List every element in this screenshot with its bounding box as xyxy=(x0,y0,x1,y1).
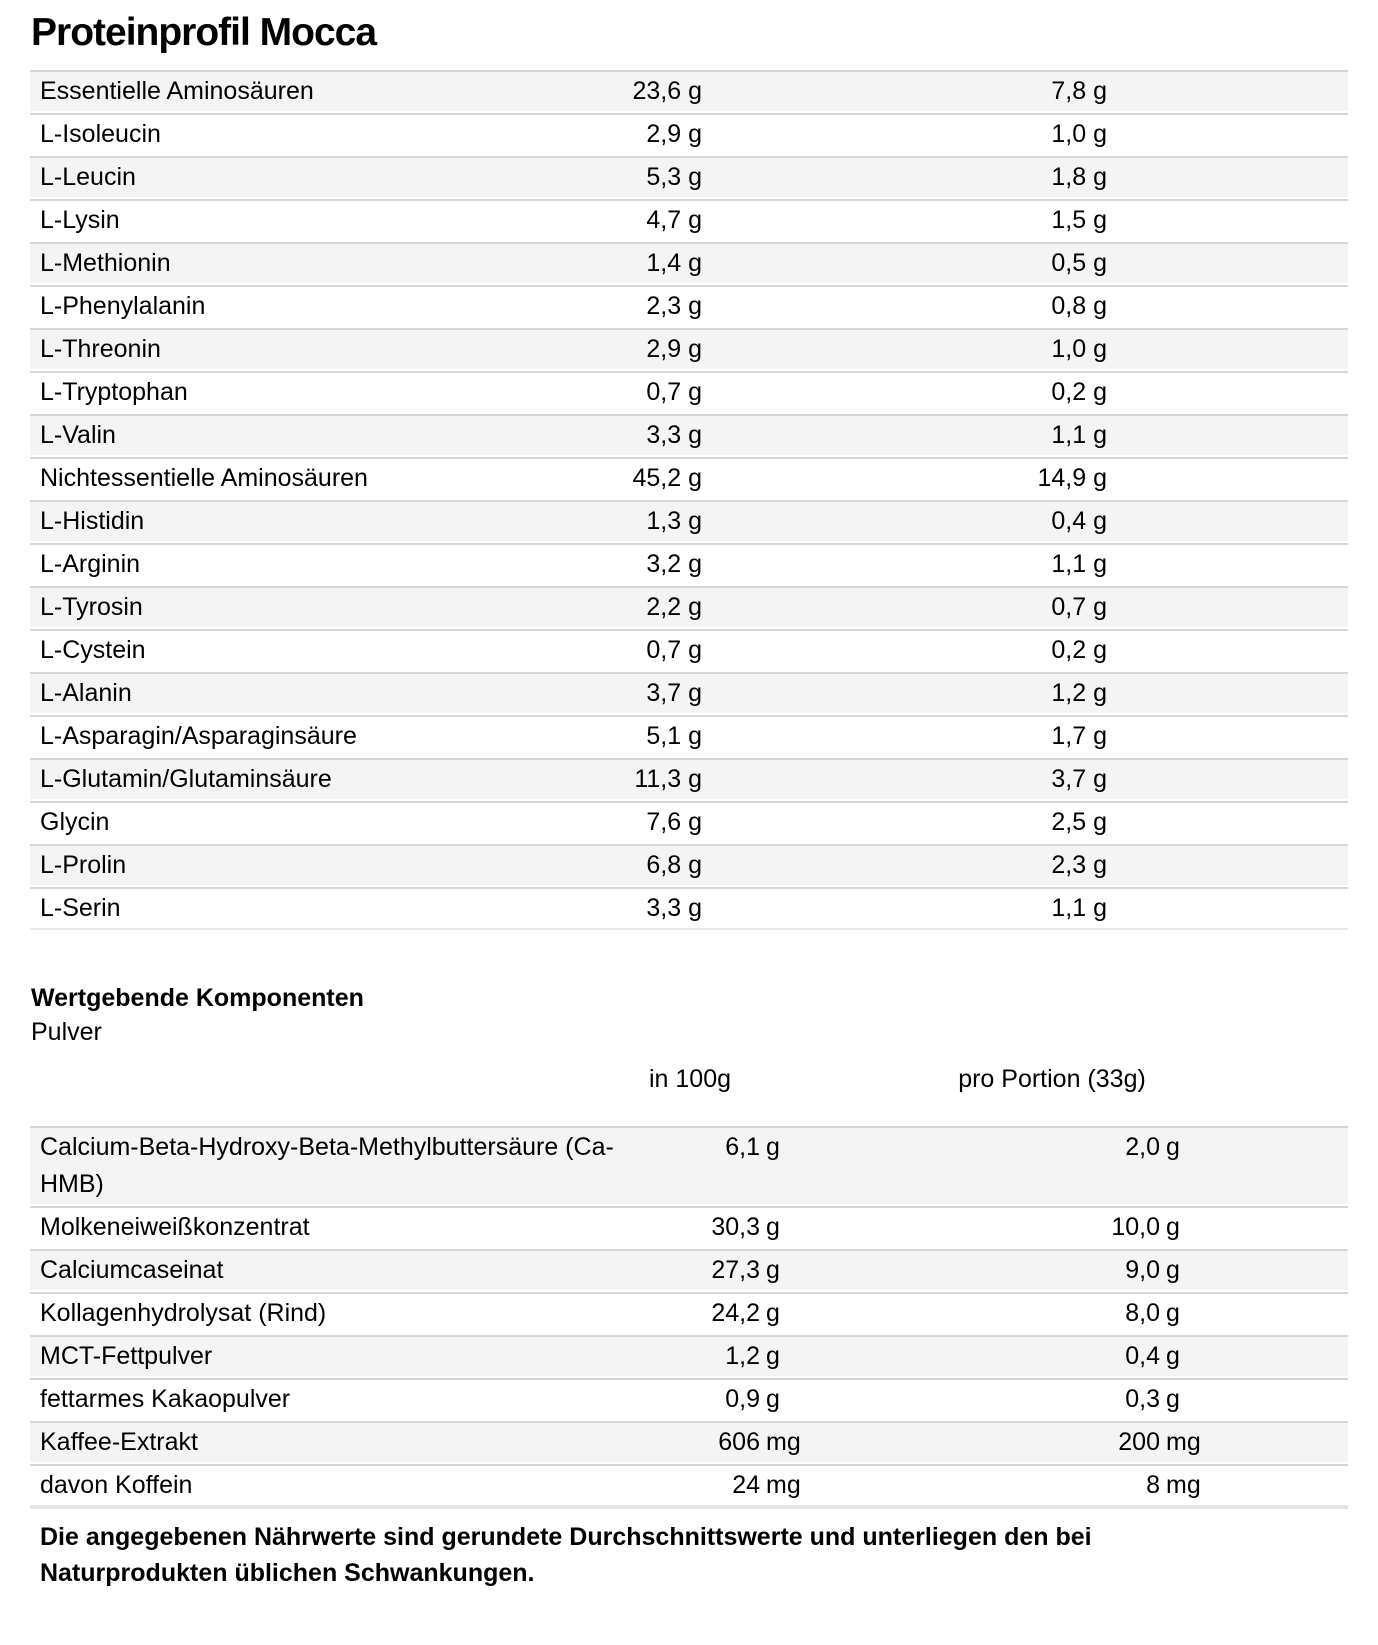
row-unit-per-portion: g xyxy=(1166,1133,1180,1161)
row-unit-per-100g: g xyxy=(766,1256,780,1284)
row-value-per-portion: 1,1 g xyxy=(1051,421,1107,449)
row-label: L-Prolin xyxy=(40,851,127,879)
table-row xyxy=(30,887,1348,928)
row-spacer xyxy=(1210,1208,1348,1210)
table-row xyxy=(30,715,1348,756)
row-spacer xyxy=(1107,373,1348,375)
row-spacer xyxy=(1210,1337,1348,1339)
row-spacer xyxy=(1107,459,1348,461)
row-value-per-portion: 14,9 g xyxy=(1037,464,1107,492)
row-unit-per-100g: g xyxy=(766,1299,780,1327)
row-value-per-100g: 2,9 g xyxy=(646,120,702,148)
row-label: Kaffee-Extrakt xyxy=(40,1428,198,1456)
row-value-per-100g: 2,3 g xyxy=(646,292,702,320)
table-row xyxy=(30,543,1348,584)
row-unit-per-100g: mg xyxy=(766,1471,801,1499)
row-spacer xyxy=(1107,674,1348,676)
table-row xyxy=(30,1335,1348,1376)
row-value-per-100g: 24 xyxy=(732,1471,760,1499)
column-header-per-portion: pro Portion (33g) xyxy=(958,1065,1146,1093)
row-value-per-100g: 1,3 g xyxy=(646,507,702,535)
row-value-per-100g: 45,2 g xyxy=(632,464,702,492)
table-row xyxy=(30,156,1348,197)
table-row xyxy=(30,629,1348,670)
row-unit-per-100g: mg xyxy=(766,1428,801,1456)
row-spacer xyxy=(1107,287,1348,289)
amino-acid-table xyxy=(30,70,1348,930)
table-row xyxy=(30,199,1348,240)
row-label: L-Lysin xyxy=(40,206,120,234)
row-value-per-portion: 3,7 g xyxy=(1051,765,1107,793)
row-spacer xyxy=(1107,717,1348,719)
table-row xyxy=(30,1378,1348,1419)
row-value-per-100g: 0,7 g xyxy=(646,378,702,406)
row-value-per-100g: 23,6 g xyxy=(632,77,702,105)
row-unit-per-portion: g xyxy=(1166,1342,1180,1370)
row-value-per-100g: 1,4 g xyxy=(646,249,702,277)
row-label: L-Methionin xyxy=(40,249,171,277)
row-value-per-portion: 1,7 g xyxy=(1051,722,1107,750)
row-spacer xyxy=(1210,1466,1348,1468)
row-value-per-portion: 8,0 xyxy=(1125,1299,1160,1327)
row-value-per-100g: 11,3 g xyxy=(634,765,702,793)
table-row xyxy=(30,70,1348,111)
row-label: MCT-Fettpulver xyxy=(40,1342,213,1370)
row-value-per-100g: 2,9 g xyxy=(646,335,702,363)
row-value-per-portion: 2,0 xyxy=(1125,1133,1160,1161)
row-spacer xyxy=(1107,588,1348,590)
table-row xyxy=(30,414,1348,455)
table-row xyxy=(30,457,1348,498)
table-row xyxy=(30,672,1348,713)
row-value-per-100g: 3,3 g xyxy=(646,894,702,922)
row-label: L-Tyrosin xyxy=(40,593,143,621)
row-spacer xyxy=(1107,502,1348,504)
row-unit-per-portion: g xyxy=(1166,1213,1180,1241)
nutrition-disclaimer: Die angegebenen Nährwerte sind gerundete Durchschnittswerte und unterliegen den bei Naturprodukten üblichen Schwankungen. xyxy=(40,1523,1092,1587)
table-row xyxy=(30,1464,1348,1505)
table-row xyxy=(30,1292,1348,1333)
components-table xyxy=(30,1126,1348,1509)
table-row xyxy=(30,801,1348,842)
row-value-per-100g: 606 xyxy=(718,1428,760,1456)
table-row xyxy=(30,844,1348,885)
row-spacer xyxy=(1107,416,1348,418)
row-value-per-portion: 1,8 g xyxy=(1051,163,1107,191)
row-spacer xyxy=(1107,244,1348,246)
row-value-per-100g: 2,2 g xyxy=(646,593,702,621)
row-label: L-Tryptophan xyxy=(40,378,188,406)
table-row xyxy=(30,285,1348,326)
row-value-per-portion: 0,2 g xyxy=(1051,378,1107,406)
table-row xyxy=(30,1206,1348,1247)
row-label: Essentielle Aminosäuren xyxy=(40,77,314,105)
table-row xyxy=(30,586,1348,627)
row-spacer xyxy=(1107,803,1348,805)
row-label: Calciumcaseinat xyxy=(40,1256,224,1284)
row-label: L-Alanin xyxy=(40,679,132,707)
row-unit-per-100g: g xyxy=(766,1385,780,1413)
row-value-per-portion: 8 xyxy=(1146,1471,1160,1499)
row-value-per-portion: 7,8 g xyxy=(1051,77,1107,105)
row-spacer xyxy=(1107,846,1348,848)
table-row xyxy=(30,242,1348,283)
column-header-per-100g: in 100g xyxy=(648,1065,732,1093)
table-row xyxy=(30,500,1348,541)
row-value-per-100g: 30,3 xyxy=(711,1213,760,1241)
row-unit-per-portion: mg xyxy=(1166,1428,1201,1456)
table-row xyxy=(30,371,1348,412)
row-label: L-Serin xyxy=(40,894,121,922)
row-value-per-portion: 1,1 g xyxy=(1051,550,1107,578)
row-value-per-portion: 0,4 xyxy=(1125,1342,1160,1370)
table-row xyxy=(30,328,1348,369)
row-value-per-portion: 1,0 g xyxy=(1051,335,1107,363)
row-value-per-100g: 5,1 g xyxy=(646,722,702,750)
row-value-per-portion: 0,3 xyxy=(1125,1385,1160,1413)
row-value-per-100g: 5,3 g xyxy=(646,163,702,191)
row-value-per-portion: 200 xyxy=(1118,1428,1160,1456)
row-spacer xyxy=(1210,1128,1348,1130)
row-unit-per-100g: g xyxy=(766,1342,780,1370)
row-spacer xyxy=(1107,889,1348,891)
row-value-per-portion: 0,7 g xyxy=(1051,593,1107,621)
table-row xyxy=(30,1421,1348,1462)
row-value-per-100g: 0,7 g xyxy=(646,636,702,664)
row-label: L-Histidin xyxy=(40,507,145,535)
row-label: L-Cystein xyxy=(40,636,146,664)
row-value-per-portion: 0,8 g xyxy=(1051,292,1107,320)
components-column-headers xyxy=(30,1062,1348,1096)
row-value-per-portion: 0,5 g xyxy=(1051,249,1107,277)
table-row xyxy=(30,758,1348,799)
components-heading: Wertgebende Komponenten xyxy=(31,984,364,1012)
row-value-per-portion: 1,1 g xyxy=(1051,894,1107,922)
row-value-per-100g: 7,6 g xyxy=(646,808,702,836)
row-value-per-100g: 0,9 xyxy=(725,1385,760,1413)
row-spacer xyxy=(1107,760,1348,762)
row-value-per-100g: 3,2 g xyxy=(646,550,702,578)
components-subheading: Pulver xyxy=(31,1018,102,1046)
row-label: Calcium-Beta-Hydroxy-Beta-Methylbuttersäure (Ca-HMB) xyxy=(40,1133,614,1198)
row-value-per-100g: 24,2 xyxy=(711,1299,760,1327)
row-spacer xyxy=(1210,1251,1348,1253)
row-label: L-Arginin xyxy=(40,550,141,578)
row-spacer xyxy=(1107,631,1348,633)
protein-profile-page xyxy=(0,10,1378,1591)
row-unit-per-portion: mg xyxy=(1166,1471,1201,1499)
row-spacer xyxy=(1107,201,1348,203)
row-spacer xyxy=(1107,158,1348,160)
row-value-per-100g: 1,2 xyxy=(725,1342,760,1370)
row-label: L-Leucin xyxy=(40,163,136,191)
row-value-per-portion: 1,0 g xyxy=(1051,120,1107,148)
row-label: L-Asparagin/Asparaginsäure xyxy=(40,722,357,750)
row-label: Glycin xyxy=(40,808,110,836)
table-row xyxy=(30,113,1348,154)
row-unit-per-100g: g xyxy=(766,1213,780,1241)
table-row xyxy=(30,1249,1348,1290)
row-value-per-portion: 0,2 g xyxy=(1051,636,1107,664)
row-spacer xyxy=(1210,1423,1348,1425)
row-value-per-100g: 4,7 g xyxy=(646,206,702,234)
row-label: L-Valin xyxy=(40,421,116,449)
row-label: Nichtessentielle Aminosäuren xyxy=(40,464,368,492)
row-value-per-100g: 6,1 xyxy=(725,1133,760,1161)
row-spacer xyxy=(1210,1294,1348,1296)
row-value-per-100g: 3,3 g xyxy=(646,421,702,449)
row-spacer xyxy=(1210,1380,1348,1382)
row-label: L-Threonin xyxy=(40,335,161,363)
row-label: L-Phenylalanin xyxy=(40,292,206,320)
row-label: fettarmes Kakaopulver xyxy=(40,1385,291,1413)
row-label: L-Glutamin/Glutaminsäure xyxy=(40,765,332,793)
row-unit-per-100g: g xyxy=(766,1133,780,1161)
row-spacer xyxy=(1107,330,1348,332)
row-spacer xyxy=(1107,545,1348,547)
row-value-per-portion: 0,4 g xyxy=(1051,507,1107,535)
row-unit-per-portion: g xyxy=(1166,1299,1180,1327)
row-label: davon Koffein xyxy=(40,1471,193,1499)
table-row xyxy=(30,1126,1348,1204)
row-value-per-portion: 2,3 g xyxy=(1051,851,1107,879)
row-unit-per-portion: g xyxy=(1166,1256,1180,1284)
row-spacer xyxy=(1107,72,1348,74)
row-value-per-portion: 1,2 g xyxy=(1051,679,1107,707)
row-value-per-portion: 2,5 g xyxy=(1051,808,1107,836)
row-spacer xyxy=(1107,115,1348,117)
row-label: Kollagenhydrolysat (Rind) xyxy=(40,1299,327,1327)
page-title: Proteinprofil Mocca xyxy=(31,11,377,54)
row-value-per-portion: 9,0 xyxy=(1125,1256,1160,1284)
row-unit-per-portion: g xyxy=(1166,1385,1180,1413)
row-label: L-Isoleucin xyxy=(40,120,161,148)
row-value-per-100g: 3,7 g xyxy=(646,679,702,707)
row-value-per-100g: 27,3 xyxy=(711,1256,760,1284)
row-value-per-portion: 1,5 g xyxy=(1051,206,1107,234)
row-label: Molkeneiweißkonzentrat xyxy=(40,1213,310,1241)
row-value-per-portion: 10,0 xyxy=(1111,1213,1160,1241)
row-value-per-100g: 6,8 g xyxy=(646,851,702,879)
